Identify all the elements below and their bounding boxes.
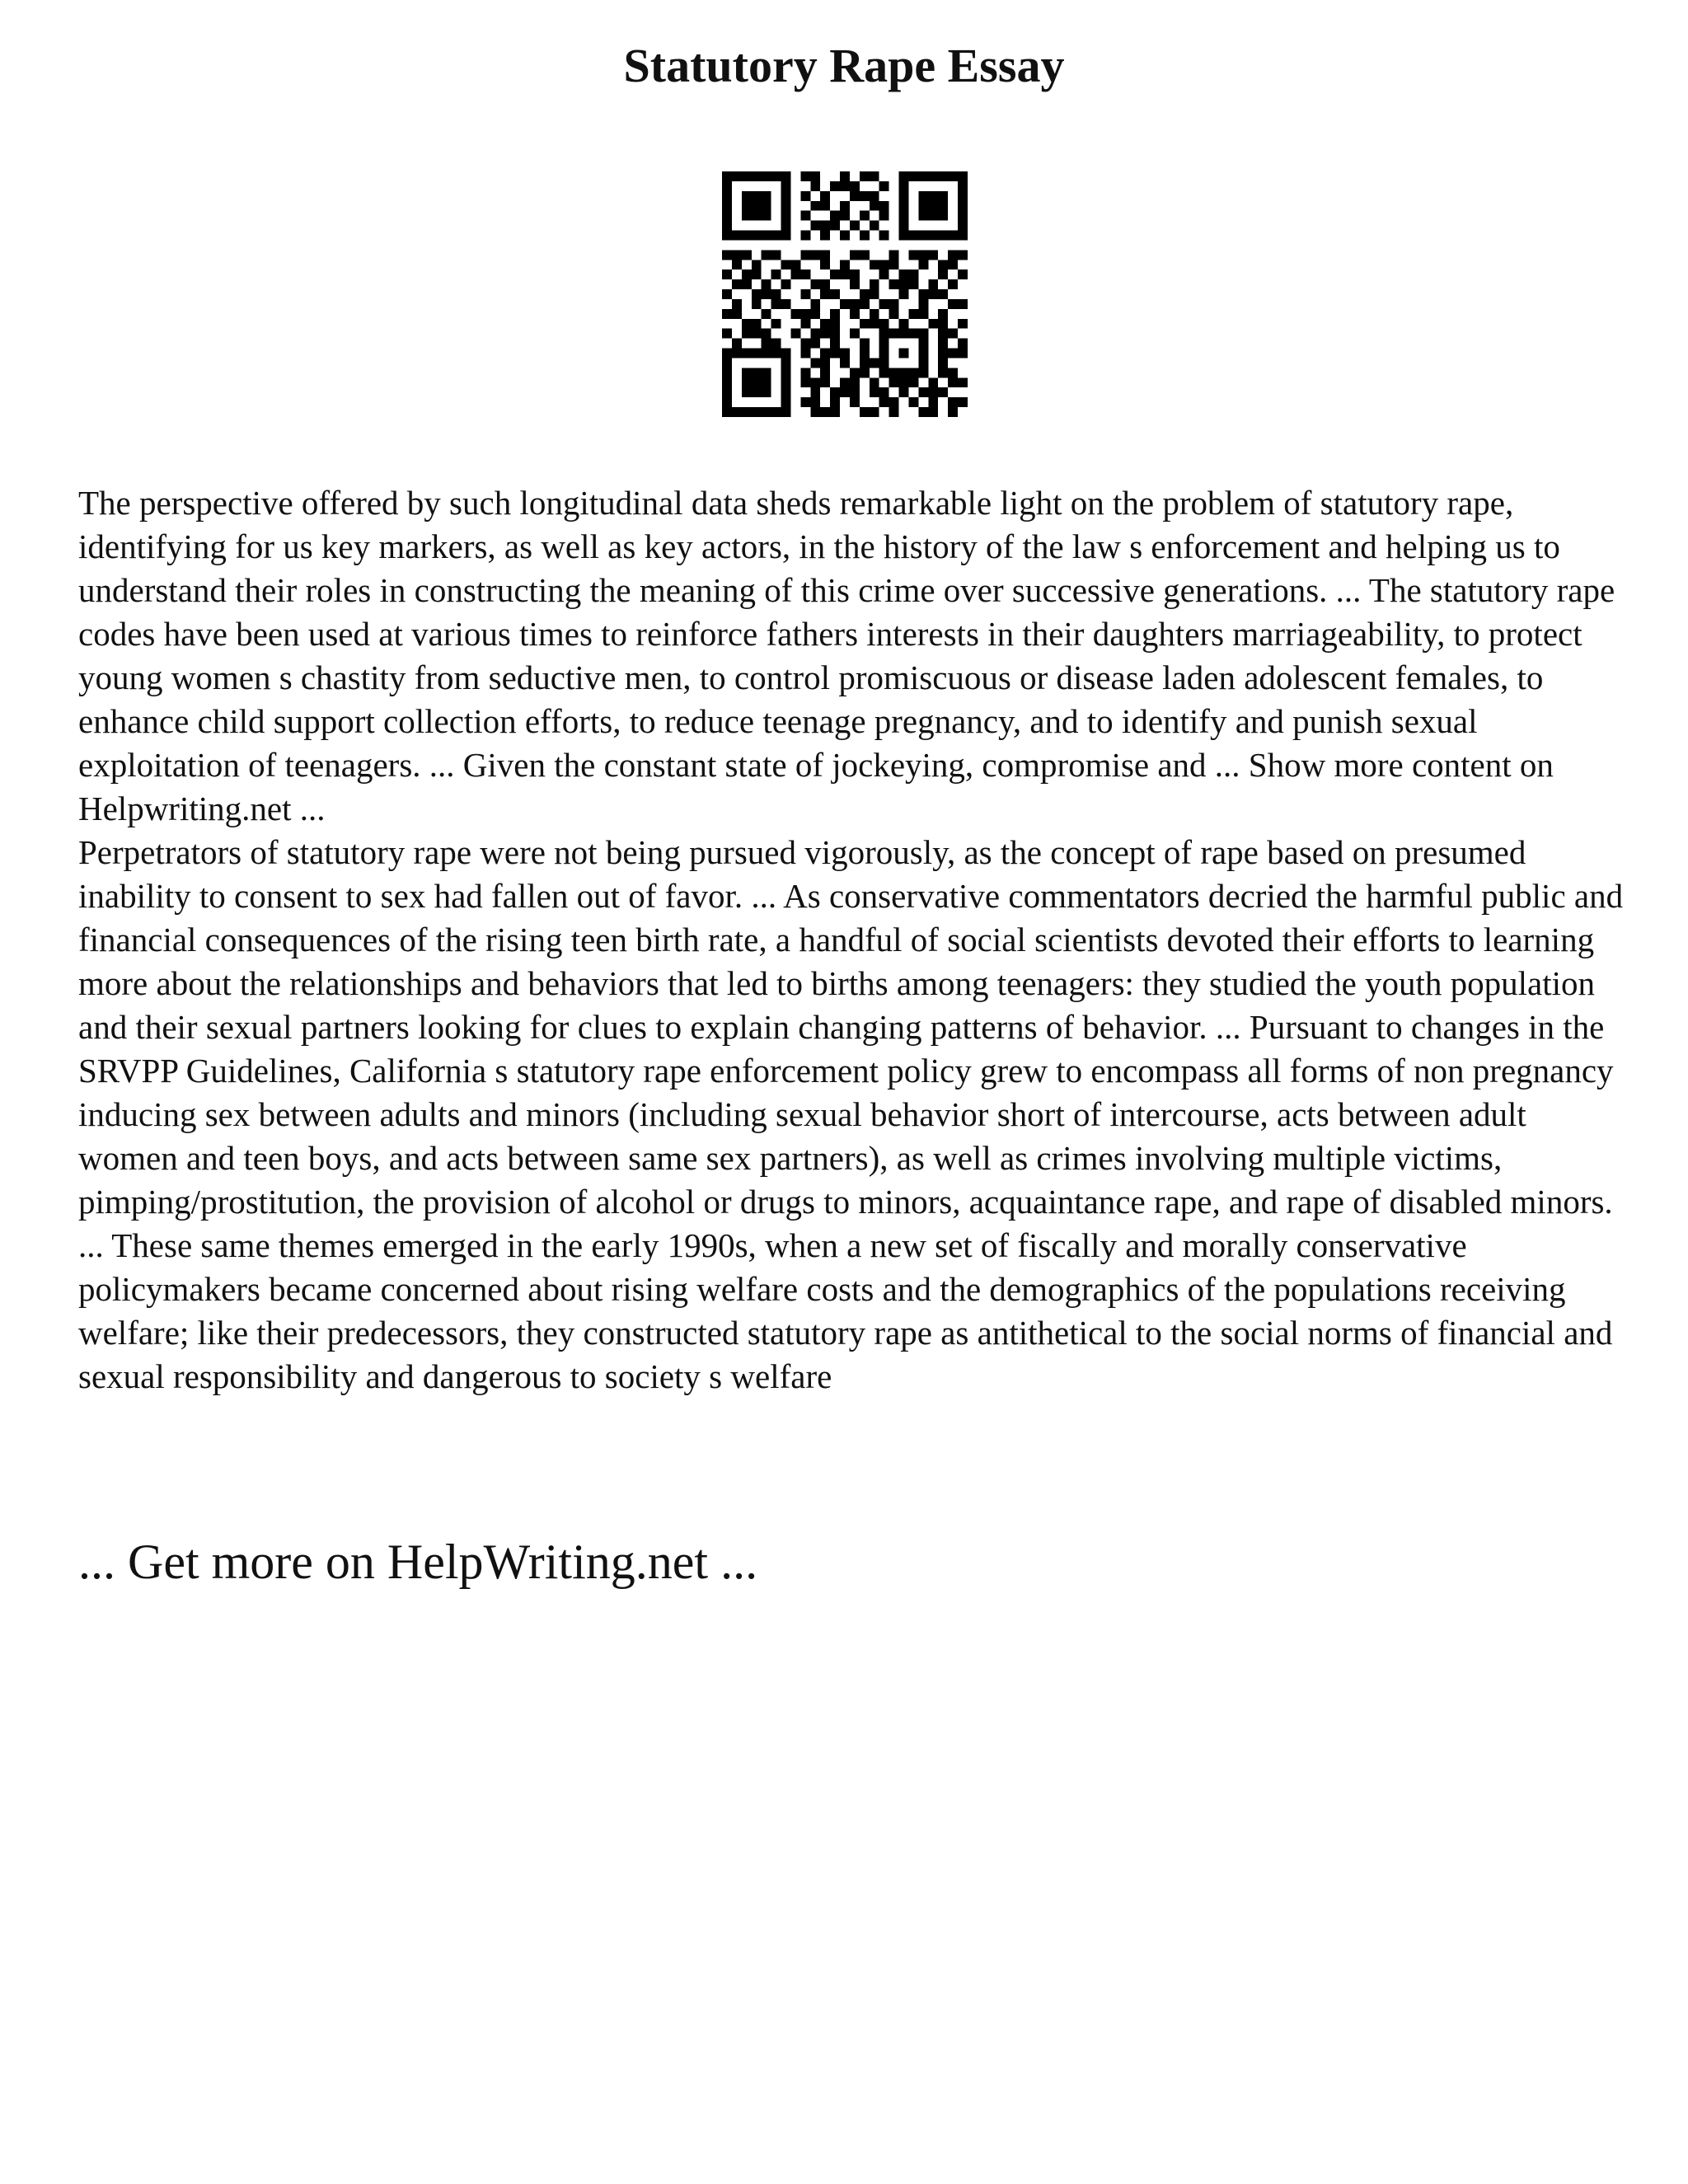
essay-body bbox=[78, 481, 1628, 1399]
essay-paragraph-2: Perpetrators of statutory rape were not being pursued vigorously, as the concept of rape based on presumed inability to consent to sex had fallen out of favor. ... As conservative commentators decried the harmful public and financial consequences of the rising teen birth rate, a handful of social scientists devoted their efforts to learning more about the relationships and behaviors that led to births among teenagers: they studied the youth population and their sexual partners looking for clues to explain changing patterns of behavior. ... Pursuant to changes in the SRVPP Guidelines, California s statutory rape enforcement policy grew to encompass all forms of non pregnancy inducing sex between adults and minors (including sexual behavior short of intercourse, acts between adult women and teen boys, and acts between same sex partners), as well as crimes involving multiple victims, pimping/prostitution, the provision of alcohol or drugs to minors, acquaintance rape, and rape of disabled minors. ... These same themes emerged in the early 1990s, when a new set of fiscally and morally conservative policymakers became concerned about rising welfare costs and the demographics of the populations receiving welfare; like their predecessors, they constructed statutory rape as antithetical to the social norms of financial and sexual responsibility and dangerous to society s welfare bbox=[78, 833, 1624, 1395]
get-more-link[interactable]: ... Get more on HelpWriting.net ... bbox=[78, 1535, 758, 1589]
qr-code-icon bbox=[722, 171, 968, 417]
essay-paragraph-1: The perspective offered by such longitudinal data sheds remarkable light on the problem of statutory rape, identifying for us key markers, as well as key actors, in the history of the law s enforcement and helping us to understand their roles in constructing the meaning of this crime over successive generations. ... The statutory rape codes have been used at various times to reinforce fathers interests in their daughters marriageability, to protect young women s chastity from seductive men, to control promiscuous or disease laden adolescent females, to enhance child support collection efforts, to reduce teenage pregnancy, and to identify and punish sexual exploitation of teenagers. ... Given the constant state of jockeying, compromise and ... Show more content on Helpwriting.net ... bbox=[78, 484, 1615, 827]
page-title: Statutory Rape Essay bbox=[623, 39, 1065, 92]
